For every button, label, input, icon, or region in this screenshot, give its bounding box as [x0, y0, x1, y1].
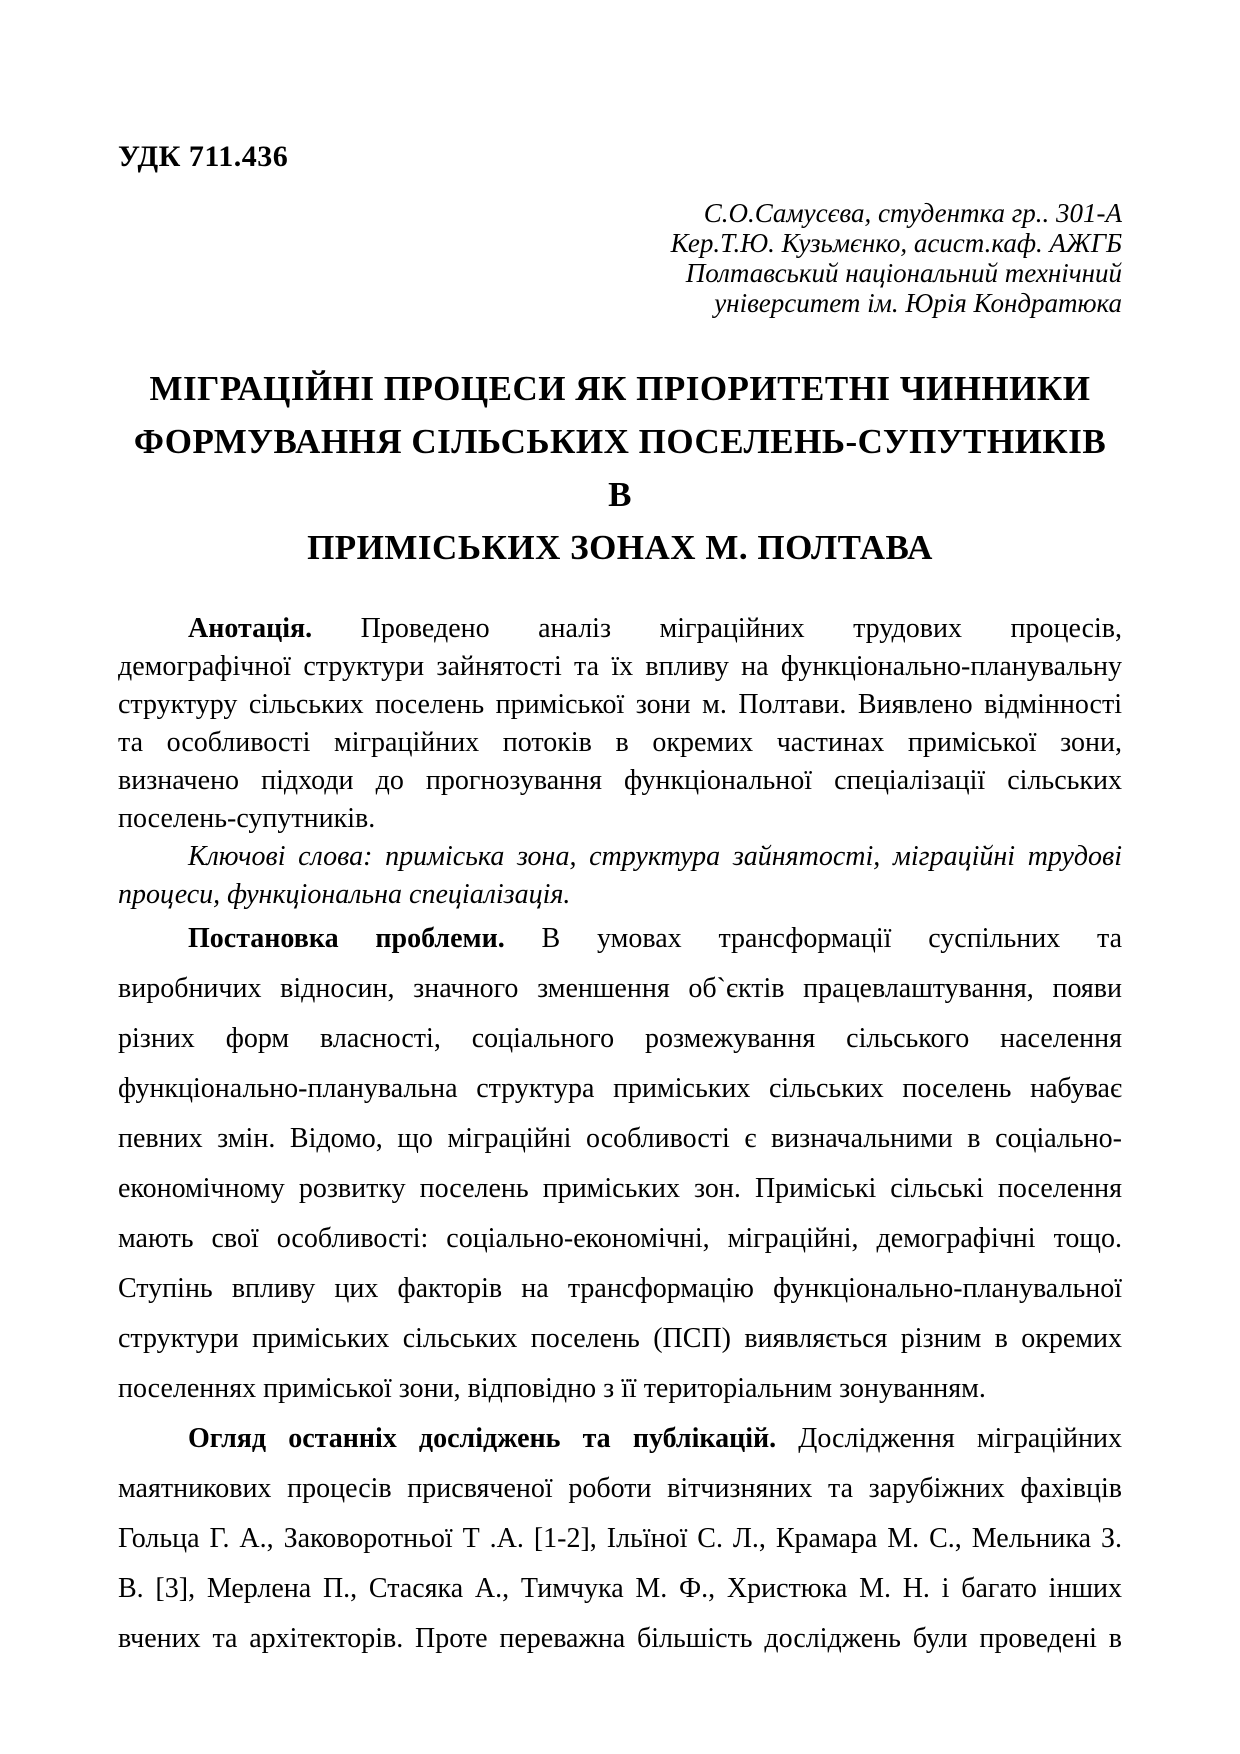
text-line: та особливості міграційних потоків в окремих частинах приміської зони,	[118, 727, 1122, 758]
text-line: економічному розвитку поселень приміських зон. Приміські сільські поселення	[118, 1173, 1122, 1204]
title-line: ФОРМУВАННЯ СІЛЬСЬКИХ ПОСЕЛЕНЬ-СУПУТНИКІВ В	[133, 422, 1107, 514]
text-line: вчених та архітекторів. Проте переважна більшість досліджень були проведені в	[118, 1623, 1122, 1654]
literature-review-lead: Огляд останніх досліджень та публікацій.	[188, 1423, 777, 1454]
text-line: поселеннях приміської зони, відповідно з її територіальним зонуванням.	[118, 1373, 986, 1404]
text-line	[118, 914, 1122, 964]
udc-label: УДК 711.436	[118, 140, 289, 173]
byline-affiliation-line-2: університет ім. Юрія Кондратюка	[714, 288, 1122, 318]
text-line: виробничих відносин, значного зменшення об`єктів працевлаштування, появи	[118, 973, 1122, 1004]
byline	[118, 198, 1122, 318]
text-line: Гольца Г. А., Заковоротньої Т .А. [1-2], Ільїної С. Л., Крамара М. С., Мельника З.	[118, 1523, 1122, 1554]
text-line: різних форм власності, соціального розмежування сільського населення	[118, 1023, 1122, 1054]
text-line: Ступінь впливу цих факторів на трансформацію функціонально-планувальної	[118, 1273, 1122, 1304]
byline-affiliation-line-1: Полтавський національний технічний	[685, 258, 1122, 288]
text-line	[118, 1414, 1122, 1464]
text-line: Ключові слова: приміська зона, структура зайнятості, міграційні трудові	[188, 841, 1122, 872]
text-line: мають свої особливості: соціально-економічні, міграційні, демографічні тощо.	[118, 1223, 1122, 1254]
text-line: процеси, функціональна спеціалізація.	[118, 879, 571, 910]
text-line: структури приміських сільських поселень (ПСП) виявляється різним в окремих	[118, 1323, 1122, 1354]
text-line: В. [3], Мерлена П., Стасяка А., Тимчука М. Ф., Христюка М. Н. і багато інших	[118, 1573, 1122, 1604]
text-line: поселень-супутників.	[118, 803, 376, 834]
abstract-text: Проведено аналіз міграційних трудових процесів,	[312, 613, 1122, 644]
text-line	[118, 610, 1122, 648]
article-title	[118, 362, 1122, 574]
text-line: маятникових процесів присвяченої роботи вітчизняних та зарубіжних фахівців	[118, 1473, 1122, 1504]
text-line: функціонально-планувальна структура приміських сільських поселень набуває	[118, 1073, 1122, 1104]
title-line: ПРИМІСЬКИХ ЗОНАХ М. ПОЛТАВА	[307, 528, 933, 567]
problem-statement-lead: Постановка проблеми.	[188, 923, 505, 954]
title-line: МІГРАЦІЙНІ ПРОЦЕСИ ЯК ПРІОРИТЕТНІ ЧИННИКИ	[149, 369, 1091, 408]
literature-review-text: Дослідження міграційних	[776, 1423, 1122, 1454]
literature-review-paragraph	[118, 1414, 1122, 1664]
keywords-paragraph	[118, 838, 1122, 914]
text-line: структуру сільських поселень приміської зони м. Полтави. Виявлено відмінності	[118, 689, 1122, 720]
byline-author: С.О.Самусєва, студентка гр.. 301-А	[703, 198, 1122, 228]
abstract-lead: Анотація.	[188, 613, 313, 644]
problem-statement-text: В умовах трансформації суспільних та	[504, 923, 1123, 954]
problem-statement-paragraph	[118, 914, 1122, 1414]
text-line: певних змін. Відомо, що міграційні особливості є визначальними в соціально-	[118, 1123, 1122, 1154]
text-line: демографічної структури зайнятості та їх впливу на функціонально-планувальну	[118, 651, 1122, 682]
text-line: визначено підходи до прогнозування функціональної спеціалізації сільських	[118, 765, 1122, 796]
abstract-paragraph	[118, 610, 1122, 838]
byline-supervisor: Кер.Т.Ю. Кузьмєнко, асист.каф. АЖГБ	[670, 228, 1122, 258]
